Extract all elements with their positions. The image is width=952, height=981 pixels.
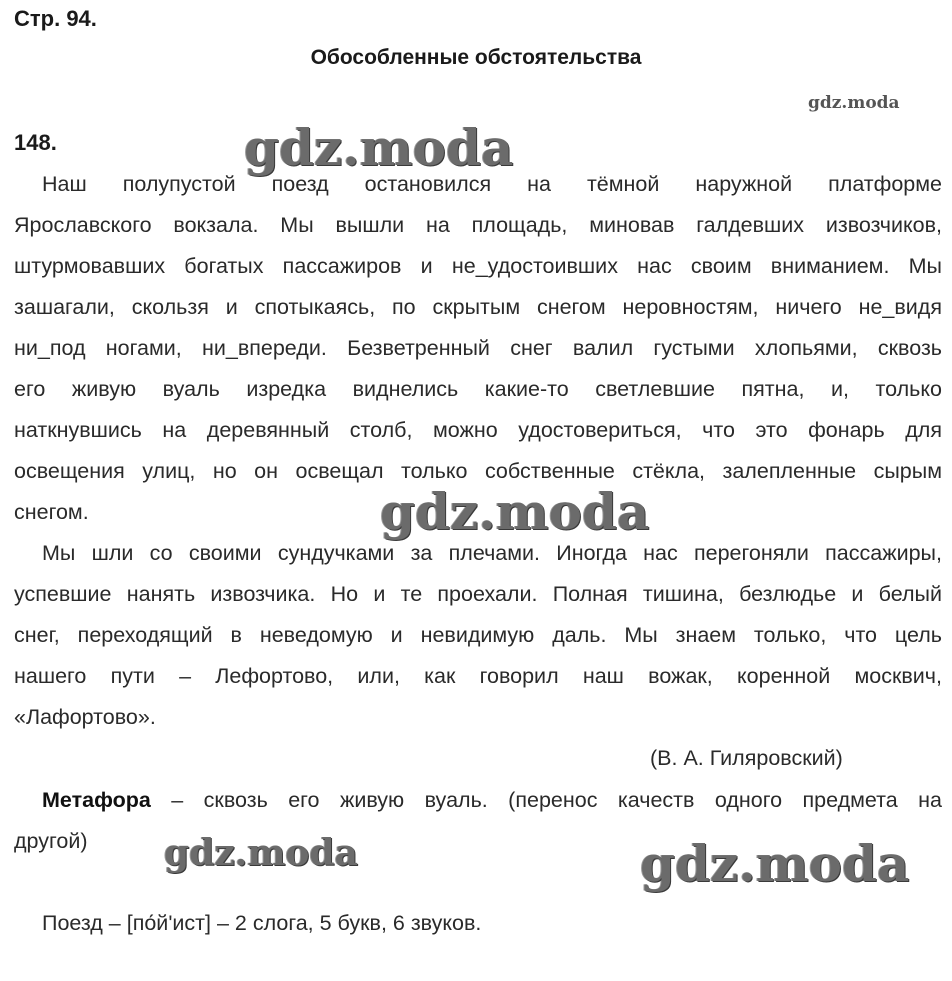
line-text: Наш полупустой поезд остановился на тёмной наружной платформе — [42, 172, 942, 196]
author-attribution: (В. А. Гиляровский) — [650, 746, 843, 770]
metaphor-text: – сквозь его живую вуаль. (перенос качеств одного предмета на — [150, 788, 942, 812]
section-title: Обособленные обстоятельства — [310, 46, 642, 69]
text-line — [42, 171, 942, 197]
line-text: нашего пути – Лефортово, или, как говорил наш вожак, коренной москвич, — [14, 664, 942, 688]
text-line — [14, 581, 942, 607]
watermark: gdz.moda — [640, 834, 910, 893]
exercise-number: 148. — [14, 130, 57, 155]
line-text: «Лафортово». — [14, 705, 156, 729]
line-text: зашагали, скользя и спотыкаясь, по скрытым снегом неровностям, ничего не_видя — [14, 295, 942, 319]
line-text: наткнувшись на деревянный столб, можно удостовериться, что это фонарь для — [14, 418, 942, 442]
line-text: ни_под ногами, ни_впереди. Безветренный снег валил густыми хлопьями, сквозь — [14, 336, 942, 360]
text-line — [14, 335, 942, 361]
watermark: gdz.moda — [244, 118, 514, 177]
text-line — [14, 622, 942, 648]
line-text: Мы шли со своими сундучками за плечами. Иногда нас перегоняли пассажиры, — [42, 541, 942, 565]
metaphor-term: Метафора — [42, 788, 151, 812]
page-number: Стр. 94. — [14, 6, 97, 31]
watermark: gdz.moda — [164, 832, 358, 874]
line-text: штурмовавших богатых пассажиров и не_удостоивших нас своим вниманием. Мы — [14, 254, 942, 278]
line-text: освещения улиц, но он освещал только собственные стёкла, залепленные сырым — [14, 459, 942, 483]
watermark: gdz.moda — [380, 482, 650, 541]
text-line — [14, 253, 942, 279]
text-line — [14, 663, 942, 689]
text-line — [42, 540, 942, 566]
text-line — [14, 417, 942, 443]
watermark-small: gdz.moda — [808, 93, 900, 113]
line-text: снег, переходящий в неведомую и невидимую даль. Мы знаем только, что цель — [14, 623, 942, 647]
text-line — [14, 212, 942, 238]
metaphor-line — [42, 787, 942, 813]
text-line — [14, 294, 942, 320]
line-text: успевшие нанять извозчика. Но и те проехали. Полная тишина, безлюдье и белый — [14, 582, 942, 606]
text-line — [14, 704, 942, 730]
line-text: Ярославского вокзала. Мы вышли на площадь, миновав галдевших извозчиков, — [14, 213, 942, 237]
line-text: снегом. — [14, 500, 89, 524]
metaphor-line-2: другой) — [14, 829, 88, 853]
text-line — [14, 376, 942, 402]
line-text: его живую вуаль изредка виднелись какие-то светлевшие пятна, и, только — [14, 377, 942, 401]
text-line — [14, 458, 942, 484]
phonetic-analysis: Поезд – [по́й'ист] – 2 слога, 5 букв, 6 звуков. — [42, 911, 482, 935]
